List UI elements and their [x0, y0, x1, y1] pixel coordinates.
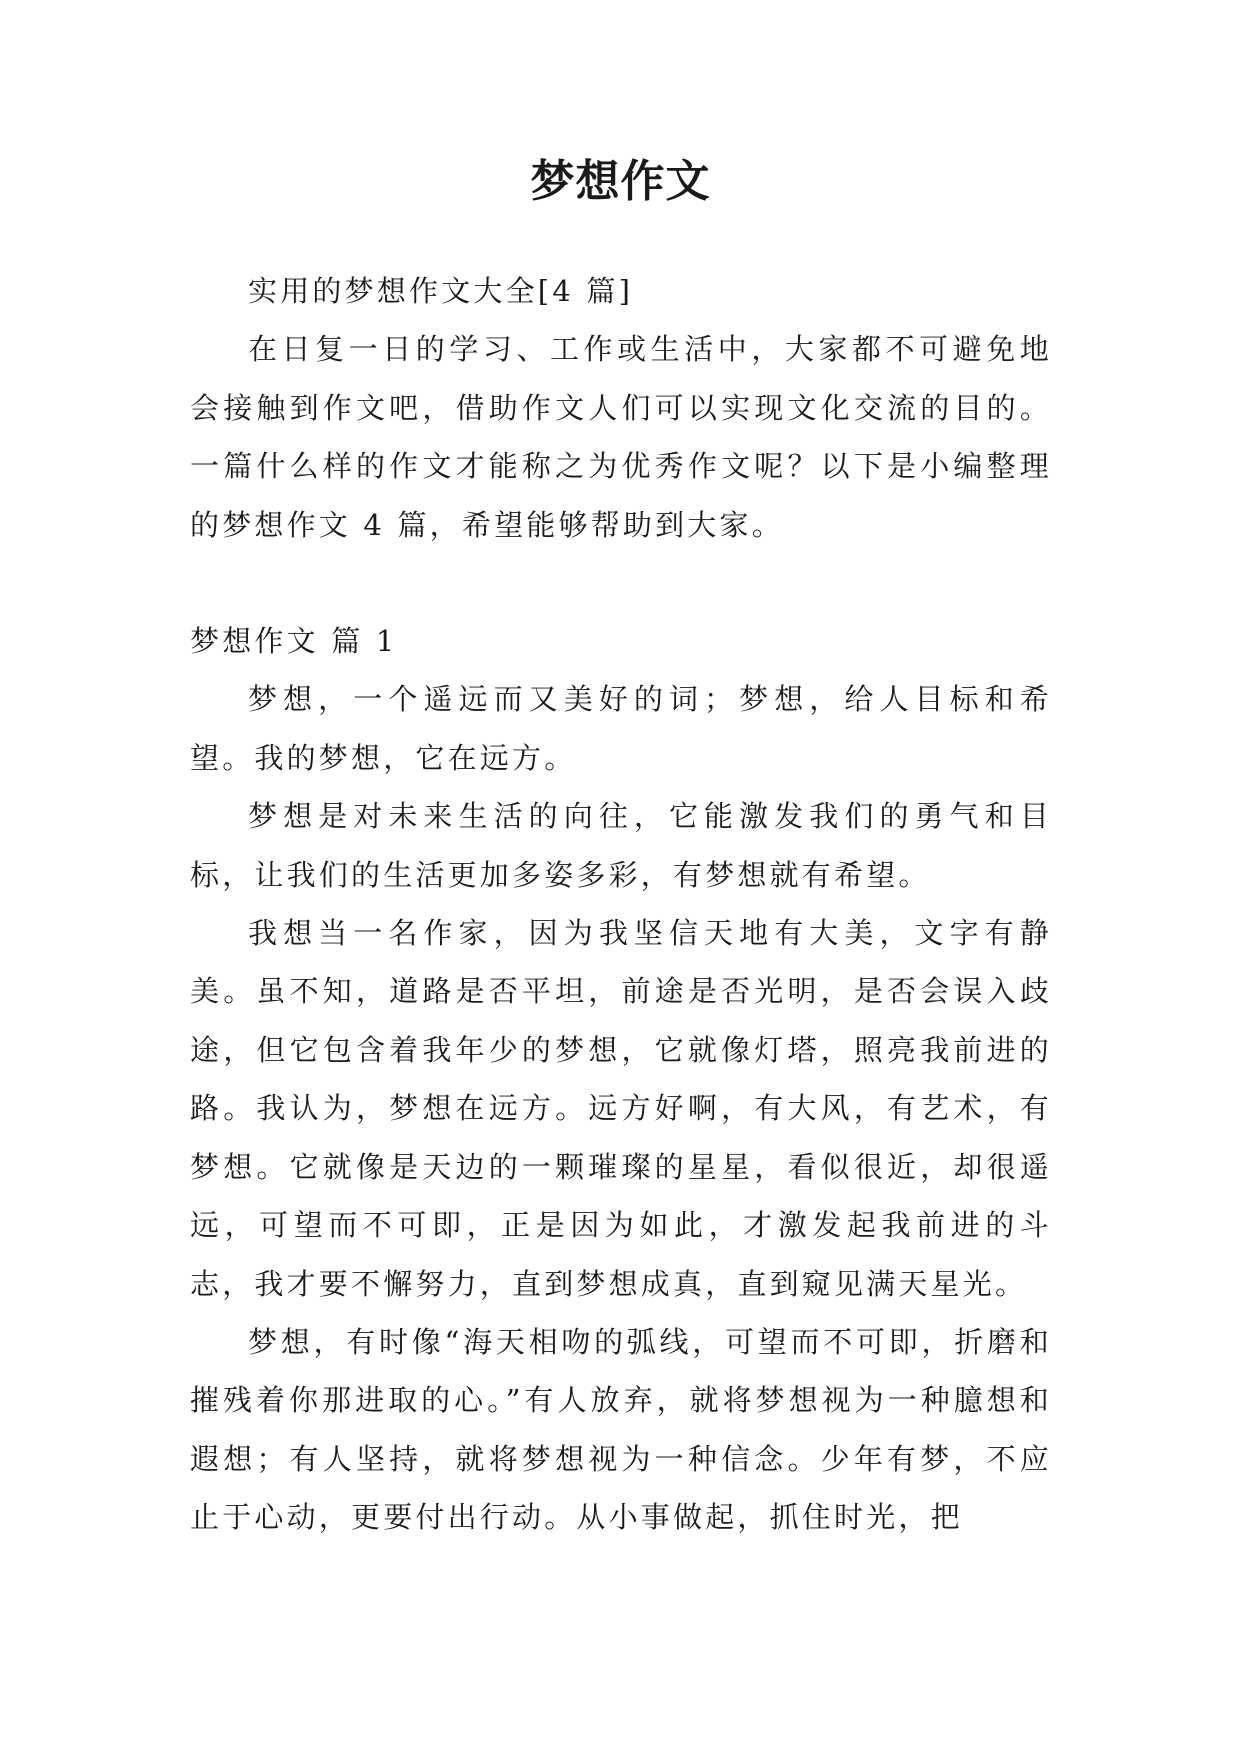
- document-title: 梦想作文: [530, 156, 711, 207]
- intro-paragraph: 在日复一日的学习、工作或生活中，大家都不可避免地会接触到作文吧，借助作文人们可以实现文化交流的目的。一篇什么样的作文才能称之为优秀作文呢？以下是小编整理的梦想作文 4 篇，希望能够帮助到大家。: [190, 332, 1052, 542]
- body-paragraph-4: 梦想，有时像“海天相吻的弧线，可望而不可即，折磨和摧残着你那进取的心。”有人放弃，就将梦想视为一种臆想和遐想；有人坚持，就将梦想视为一种信念。少年有梦，不应止于心动，更要付出行动。从小事做起，抓住时光，把: [190, 1324, 1052, 1535]
- document-body: [190, 262, 1052, 1547]
- body-paragraph-2: 梦想是对未来生活的向往，它能激发我们的勇气和目标，让我们的生活更加多姿多彩，有梦想就有希望。: [190, 799, 1052, 892]
- section-heading: 梦想作文 篇 1: [190, 624, 398, 659]
- body-paragraph-3: 我想当一名作家，因为我坚信天地有大美，文字有静美。虽不知，道路是否平坦，前途是否光明，是否会误入歧途，但它包含着我年少的梦想，它就像灯塔，照亮我前进的路。我认为，梦想在远方。远方好啊，有大风，有艺术，有梦想。它就像是天边的一颗璀璨的星星，看似很近，却很遥远，可望而不可即，正是因为如此，才激发起我前进的斗志，我才要不懈努力，直到梦想成真，直到窥见满天星光。: [190, 916, 1052, 1301]
- body-paragraph-1: 梦想，一个遥远而又美好的词；梦想，给人目标和希望。我的梦想，它在远方。: [190, 682, 1052, 775]
- subtitle-paragraph: 实用的梦想作文大全[4 篇]: [248, 274, 634, 308]
